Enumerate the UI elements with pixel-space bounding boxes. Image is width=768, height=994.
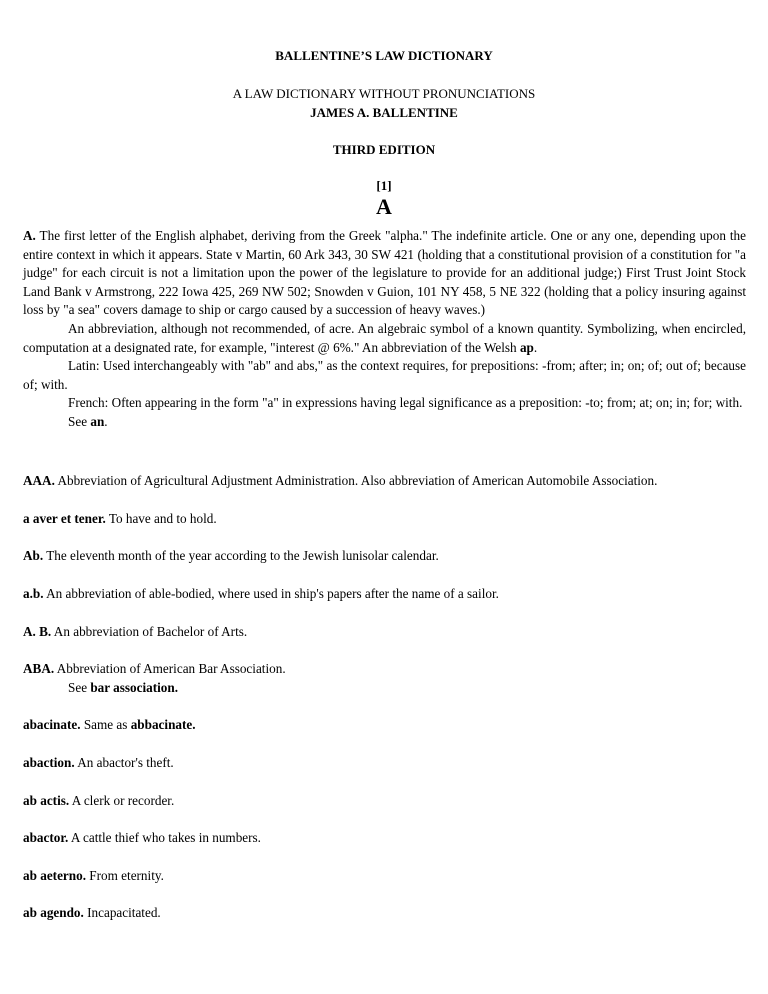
entry-definition: The first letter of the English alphabet, deriving from the Greek "alpha." The indefinite article. One or any one, depending upon the entire context in which it appears. State v Martin, 60 Ark 343, 30 SW 421 (holding that a constitutional provision of a constitution for "a judge" for each circuit is not a limitation upon the power of the legislature to provide for an additional judge;) First Trust Joint Stock Land Bank v Armstrong, 222 Iowa 425, 269 NW 502; Snowden v Guion, 101 NY 458, 5 NE 322 (holding that a policy insuring against loss by "a sea" covers damage to ship or cargo caused by a succession of heavy waves.): [23, 228, 747, 318]
entry-aaa: [23, 472, 746, 491]
entry-term: ab actis.: [23, 793, 70, 808]
page-number: [1]: [376, 178, 392, 193]
entry-ab-aeterno: [23, 867, 746, 886]
entry-ab-actis: [23, 792, 746, 811]
entry-aba: [23, 660, 746, 697]
entry-definition: A clerk or recorder.: [71, 793, 175, 808]
cross-reference: bar association.: [90, 679, 179, 695]
document-edition: THIRD EDITION: [332, 142, 436, 157]
entry-term: ABA.: [23, 661, 55, 676]
see-label: See: [68, 679, 88, 695]
entry-a-see: [23, 413, 746, 432]
entry-a-p2: [23, 320, 746, 357]
entry-a-p1: [23, 227, 746, 320]
entry-term: AAA.: [23, 473, 55, 488]
entry-term: a.b.: [23, 586, 44, 601]
cross-reference: an: [90, 413, 105, 429]
entry-abaction: [23, 754, 746, 773]
see-label: See: [68, 413, 88, 429]
entry-term: ab aeterno.: [23, 868, 86, 883]
entry-term: abaction.: [23, 755, 75, 770]
cross-reference: ap: [519, 339, 534, 355]
document-subtitle: A LAW DICTIONARY WITHOUT PRONUNCIATIONS: [232, 86, 536, 101]
entry-definition: An abbreviation, although not recommended, of acre. An algebraic symbol of a known quantity. Symbolizing, when encircled, computation at a designated rate, for example, "interest @ 6%." An abbreviation of the Welsh: [23, 320, 746, 355]
entry-definition: An abbreviation of able-bodied, where used in ship's papers after the name of a sailor.: [46, 586, 499, 601]
document-author: JAMES A. BALLENTINE: [310, 105, 458, 120]
punctuation: .: [104, 413, 108, 429]
entry-term: ab agendo.: [23, 905, 84, 920]
entry-definition: Abbreviation of American Bar Association.: [56, 661, 286, 676]
punctuation: .: [533, 339, 538, 355]
entry-term: abactor.: [23, 830, 69, 845]
entry-a-b: [23, 585, 746, 604]
entry-definition: Incapacitated.: [87, 905, 161, 920]
entry-ab: [23, 547, 746, 566]
section-letter: A: [376, 194, 392, 219]
entry-a-p4: French: Often appearing in the form "a" in expressions having legal significance as a preposition: -to; from; at; on; in; for; with.: [68, 395, 743, 411]
document-title: BALLENTINE’S LAW DICTIONARY: [275, 48, 493, 63]
entry-term: a aver et tener.: [23, 511, 106, 526]
entry-term: A.: [23, 228, 36, 243]
entry-abactor: [23, 829, 746, 848]
entry-definition: An abactor's theft.: [77, 755, 174, 770]
entry-a-aver: [23, 510, 746, 529]
entry-abacinate: [23, 716, 746, 735]
entry-definition: The eleventh month of the year according to the Jewish lunisolar calendar.: [46, 548, 439, 563]
entry-a-p3: Latin: Used interchangeably with "ab" and abs," as the context requires, for prepositions: -from; after; in; on; of; out of; because of; with.: [23, 358, 746, 392]
entry-definition: Same as: [83, 717, 128, 732]
entry-ab-agendo: [23, 904, 746, 923]
entry-definition: To have and to hold.: [108, 511, 217, 526]
entry-definition: From eternity.: [89, 868, 164, 883]
cross-reference: abbacinate.: [130, 717, 196, 732]
entry-definition: Abbreviation of Agricultural Adjustment Administration. Also abbreviation of American Automobile Association.: [57, 473, 658, 488]
entry-term: Ab.: [23, 548, 44, 563]
entry-a: [23, 227, 746, 432]
entry-term: A. B.: [23, 624, 52, 639]
entry-a-b-degree: [23, 623, 746, 642]
entry-definition: An abbreviation of Bachelor of Arts.: [53, 624, 248, 639]
entry-definition: A cattle thief who takes in numbers.: [70, 830, 261, 845]
entry-term: abacinate.: [23, 717, 81, 732]
